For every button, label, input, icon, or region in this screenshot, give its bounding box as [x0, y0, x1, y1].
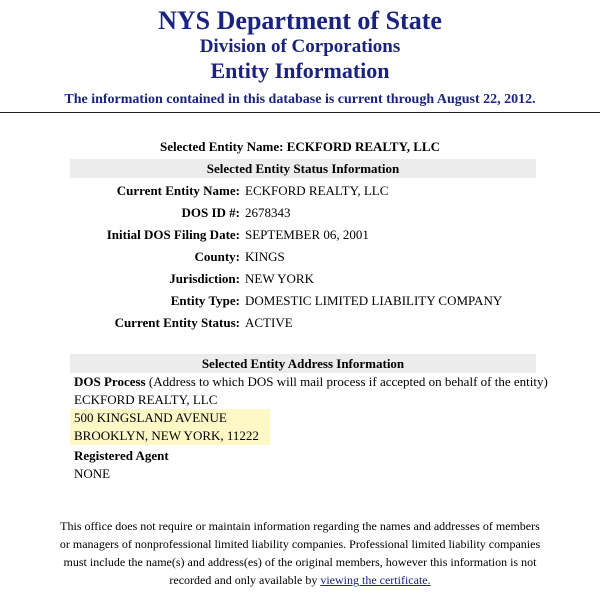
status-row [70, 180, 502, 202]
address-block [70, 373, 600, 483]
page-title: Entity Information [210, 58, 390, 83]
status-value: NEW YORK [245, 271, 314, 286]
status-row [70, 202, 502, 224]
disclaimer-line: This office does not require or maintain information regarding the names and addresses of members [60, 519, 540, 533]
status-label: Jurisdiction: [169, 271, 240, 286]
status-label: County: [194, 249, 240, 264]
status-row [70, 268, 502, 290]
registered-agent-value: NONE [74, 466, 111, 481]
status-value: SEPTEMBER 06, 2001 [245, 227, 369, 242]
status-label: Current Entity Name: [116, 183, 240, 198]
disclaimer-line: or managers of nonprofessional limited liability companies. Professional limited liability companies [59, 537, 541, 551]
status-row [70, 224, 502, 246]
dos-process-line [70, 373, 600, 391]
status-section-heading: Selected Entity Status Information [70, 159, 536, 178]
selected-entity-name: Selected Entity Name: ECKFORD REALTY, LLC [160, 139, 440, 154]
page-header [0, 0, 600, 110]
registered-agent-label: Registered Agent [74, 448, 169, 463]
status-label: Entity Type: [170, 293, 240, 308]
status-value: DOMESTIC LIMITED LIABILITY COMPANY [245, 293, 503, 308]
dos-process-note: (Address to which DOS will mail process if accepted on behalf of the entity) [145, 374, 548, 389]
status-row [70, 312, 502, 334]
disclaimer-text: recorded and only available by [169, 573, 321, 587]
status-value: 2678343 [245, 205, 291, 220]
status-label: Initial DOS Filing Date: [106, 227, 240, 242]
process-city: BROOKLYN, NEW YORK, 11222 [70, 427, 270, 445]
status-value: ACTIVE [245, 315, 293, 330]
status-value: KINGS [245, 249, 285, 264]
disclaimer [0, 517, 600, 589]
status-table [70, 180, 502, 334]
view-certificate-link[interactable]: viewing the certificate. [320, 573, 431, 587]
dos-process-label: DOS Process [74, 374, 146, 389]
status-label: Current Entity Status: [114, 315, 240, 330]
process-name: ECKFORD REALTY, LLC [74, 392, 218, 407]
status-row [70, 246, 502, 268]
disclaimer-line [20, 571, 580, 589]
currency-notice: The information contained in this database is current through August 22, 2012. [64, 92, 536, 107]
address-section-heading: Selected Entity Address Information [70, 354, 536, 373]
agency-title: NYS Department of State [158, 6, 442, 35]
disclaimer-line: must include the name(s) and address(es) of the original members, however this information is not [63, 555, 537, 569]
division-title: Division of Corporations [199, 36, 401, 57]
header-divider [0, 112, 600, 113]
status-label: DOS ID #: [181, 205, 240, 220]
process-street: 500 KINGSLAND AVENUE [70, 409, 270, 427]
status-value: ECKFORD REALTY, LLC [245, 183, 389, 198]
status-row [70, 290, 502, 312]
